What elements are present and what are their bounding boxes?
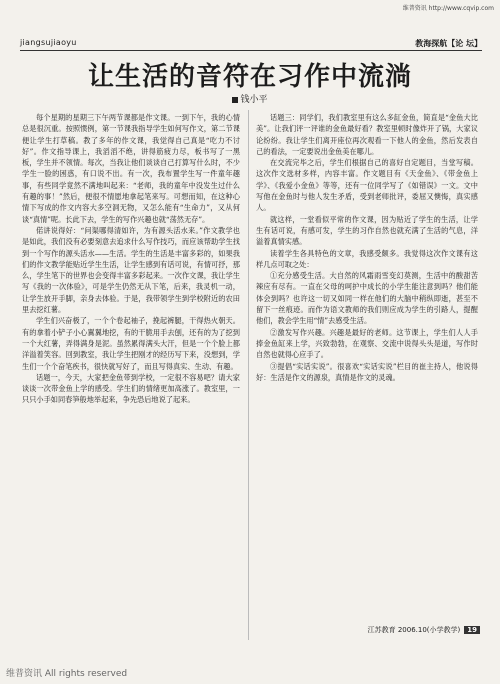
paragraph: 话题三：同学们，我们教室里有这么多缸金鱼，简直是“金鱼大比美”。让我们评一评谁的金鱼最好看？教室里顿时像炸开了锅，大家议论纷纷。我让学生们离开座位再次观看一下他人的金鱼，然后发表自己的看法，一定要说出金鱼美在哪儿。	[256, 113, 478, 156]
journal-name: jiangsujiaoyu	[20, 38, 77, 47]
paragraph: 话题一，今天，大家把金鱼带到学校，一定很不容易吧？请大家谈谈一次带金鱼上学的感受。学生们的情绪更加高涨了。教室里，一只只小手如同春笋般地举起来，争先恐后地说了起来。	[22, 372, 240, 405]
running-header	[20, 38, 482, 51]
paragraph: 就这样，一堂看似平常的作文课，因为贴近了学生的生活，让学生有话可说，有感可发，学生的习作自然也就充满了生活的气息，洋溢着真情实感。	[256, 214, 478, 247]
right-column	[256, 112, 478, 632]
section-name: 教海探航【论 坛】	[415, 39, 482, 48]
square-bullet-icon	[232, 97, 238, 103]
paragraph: ①充分感受生活。大自然的风霜雨雪变幻莫测，生活中的酸甜苦辣应有尽有。一直在父母的呵护中成长的小学生能注意到吗？他们能体会到吗？也许这一切又如同一样在他们的大脑中稍纵即逝，甚至不留下一丝痕迹。而作为语文教师的我们则应成为学生的引路人，提醒他们，教会学生用“情”去感受生活。	[256, 271, 478, 326]
page-number: 19	[464, 626, 480, 634]
paragraph: 读着学生各具特色的文章，我感受颇多。我觉得这次作文课有这样几点可取之处：	[256, 248, 478, 269]
source-watermark-top: 维普资讯 http://www.cqvip.com	[402, 5, 494, 12]
page-footer	[368, 625, 480, 635]
paragraph: 在交流完毕之后，学生们根据自己的喜好自定题目，当堂写稿。这次作文选材多样，内容丰富。作文题目有《天金鱼》、《带金鱼上学》、《我爱小金鱼》等等，还有一位同学写了《如错误》一文。文中写他在金鱼时与他人发生矛盾，受到老师批评，委屈又懊悔，真实感人。	[256, 158, 478, 213]
left-column	[22, 112, 240, 632]
paragraph: 偌讲说得好：“问渠哪得清如许，为有源头活水来。”作文教学也是如此，我们没有必要刻意去追求什么写作技巧，而应该帮助学生找到一个写作的源头活水——生活。学生的生活是丰富多彩的，如果我们的作文教学能贴近学生生活，让学生感到有话可说，有情可抒，那么，学生笔下的世界也会变得丰富多彩起来。一次作文课，我让学生写《我的一次体验》，可是学生仍然无从下笔，后来，我灵机一动，让学生放开手脚，亲身去体验。于是，我带领学生到学校附近的农田里去挖红薯。	[22, 225, 240, 315]
footer-text: 江苏教育 2006.10(小学教学)	[367, 626, 461, 634]
author-name: 钱小平	[240, 95, 268, 105]
paragraph: ②激发写作兴趣。兴趣是最好的老师。这节课上，学生们人人手捧金鱼缸来上学，兴致勃勃，在观察、交流中说得头头是道，写作时自然也就得心应手了。	[256, 327, 478, 360]
watermark: 维普资讯 All rights reserved	[6, 669, 128, 679]
paragraph: 学生们兴奋极了，一个个卷起袖子，挽起裤腿，干得热火朝天。有的拿着小铲子小心翼翼地挖，有的干脆用手去刨，还有的为了挖到一个大红薯，弄得满身是泥。虽然累得满头大汗，但是一个个脸上都洋溢着笑容。回到教室，我让学生把刚才的经历写下来，没想到，学生们一个个奋笔疾书，很快就写好了，而且写得真实、生动、有趣。	[22, 316, 240, 371]
article-title: 让生活的音符在习作中流淌	[87, 62, 412, 92]
author-line	[0, 92, 500, 105]
paragraph: 每个星期的星期三下午两节课都是作文课。一到下午，我的心情总是很沉重。按照惯例，第一节课我指导学生如何写作文，第二节课便让学生打草稿。教了多年的作文课，我觉得自己真是“吃力不讨好”。作文指导课上，我滔滔不绝，讲得筋疲力尽，板书写了一黑板，学生并不领情。每次，当我让他们谈谈自己打算写什么时，不少学生一脸的困惑，有口说不出。有一次，我布置学生写一件童年趣事，有些同学竟然不满地叫起来：“老师，我的童年中没发生过什么有趣的事！”然后，便很不情愿地拿起笔来写。可想而知，在这种心情下写成的作文内容大多空洞无物，又怎么能有“生命力”，又从何谈“真情”呢。长此下去，学生的写作兴趣也就“荡然无存”。	[22, 113, 240, 224]
paragraph: ③提倡“实话实说”。很喜欢“实话实说”栏目的崔主持人，他说得好：生活是作文的源泉，真情是作文的灵魂。	[256, 361, 478, 382]
column-divider	[248, 110, 249, 640]
